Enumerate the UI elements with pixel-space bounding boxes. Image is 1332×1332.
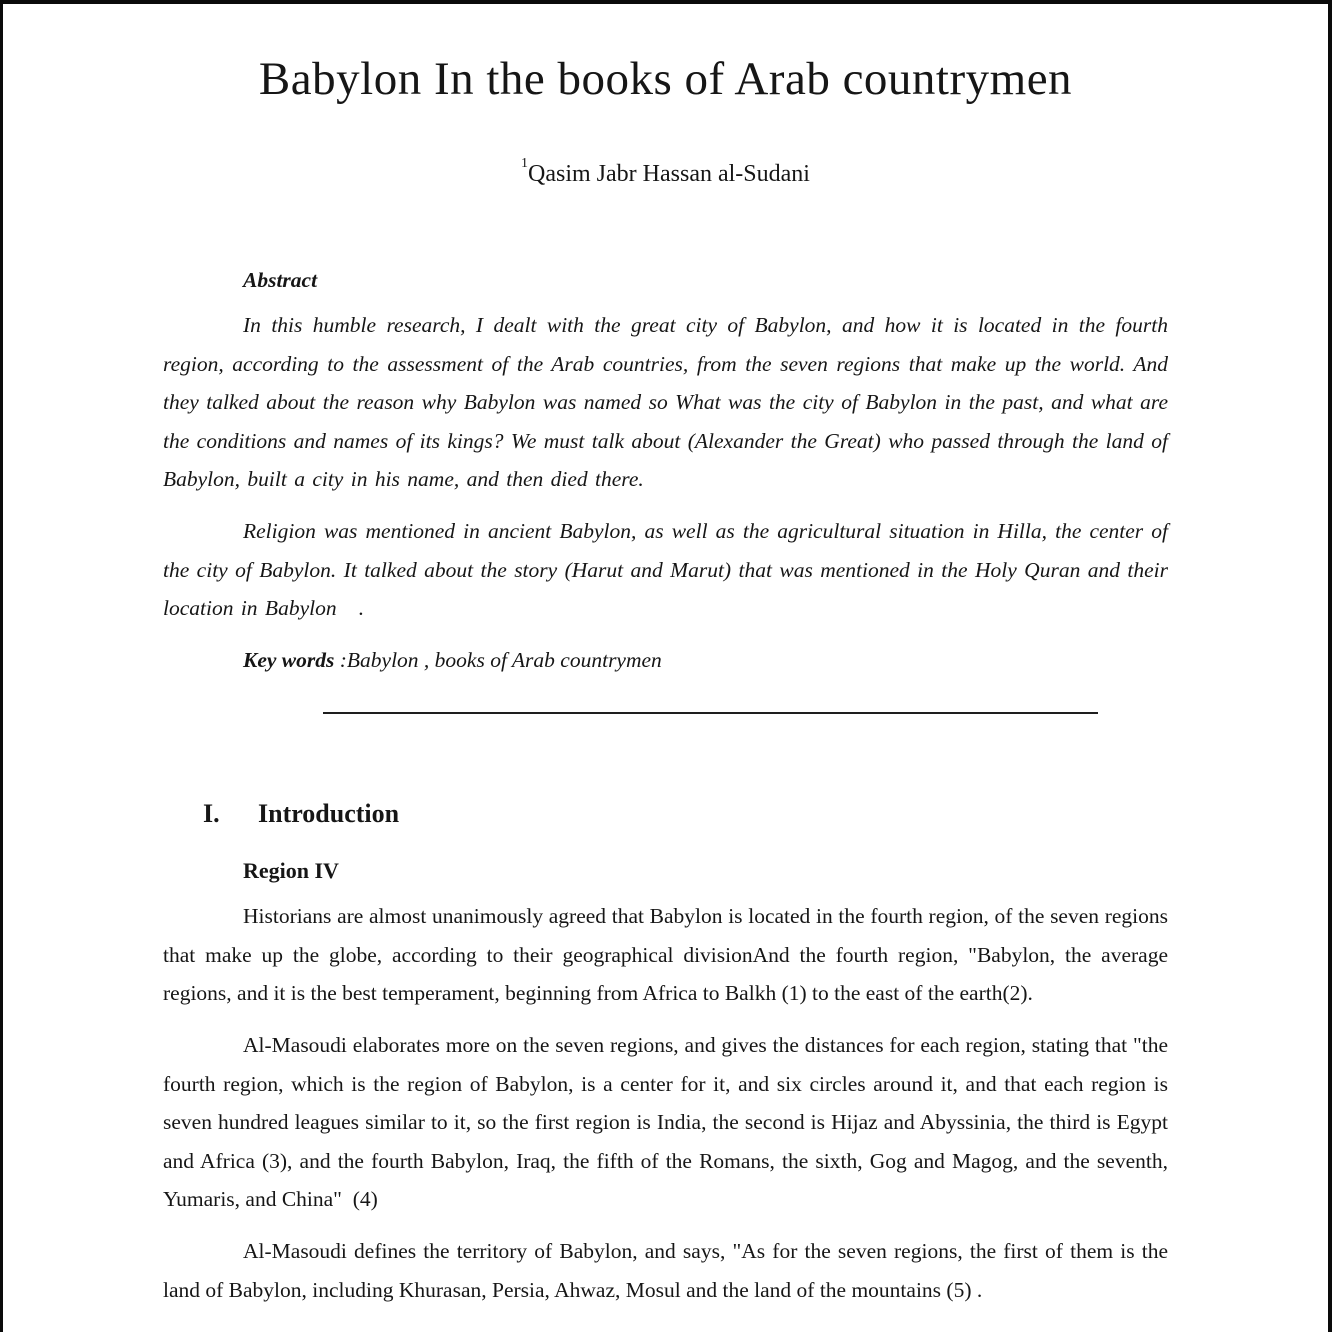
introduction-paragraph-2: Al-Masoudi elaborates more on the seven regions, and gives the distances for each region, stating that "the fourth region, which is the region of Babylon, is a center for it, and six circles around it, and that each region is seven hundred leagues similar to it, so the first region is India, the second is Hijaz and Abyssinia, the third is Egypt and Africa (3), and the fourth Babylon, Iraq, the fifth of the Romans, the sixth, Gog and Magog, and the seventh, Yumaris, and China" (4)	[163, 1032, 1168, 1212]
separator-line	[323, 712, 1098, 714]
abstract-paragraph-2: Religion was mentioned in ancient Babylon, as well as the agricultural situation in Hilla, the center of the city of Babylon. It talked about the story (Harut and Marut) that was mentioned in the Holy Quran and their location in Babylon .	[163, 519, 1168, 621]
page-title: Babylon In the books of Arab countrymen	[258, 53, 1073, 105]
subsection-heading-region-iv: Region IV	[243, 858, 339, 884]
keywords-label: Key words	[243, 647, 335, 672]
keywords-text: :Babylon , books of Arab countrymen	[334, 647, 662, 672]
section-number: I.	[203, 799, 220, 829]
section-title: Introduction	[258, 799, 400, 829]
abstract-heading: Abstract	[243, 268, 318, 293]
abstract-paragraph-1: In this humble research, I dealt with the great city of Babylon, and how it is located in the fourth region, according to the assessment of the Arab countries, from the seven regions that make up the world. And they talked about the reason why Babylon was named so What was the city of Babylon in the past, and what are the conditions and names of its kings? We must talk about (Alexander the Great) who passed through the land of Babylon, built a city in his name, and then died there.	[163, 313, 1168, 492]
keywords-line	[163, 641, 1168, 680]
page-content	[163, 52, 1168, 1309]
author-name: Qasim Jabr Hassan al-Sudani	[528, 161, 810, 188]
introduction-paragraph-3: Al-Masoudi defines the territory of Babylon, and says, "As for the seven regions, the first of them is the land of Babylon, including Khurasan, Persia, Ahwaz, Mosul and the land of the mountains (5) .	[163, 1238, 1168, 1302]
author-footnote-superscript: 1	[521, 156, 529, 172]
author-line	[163, 156, 1168, 188]
introduction-paragraph-1: Historians are almost unanimously agreed that Babylon is located in the fourth region, of the seven regions that make up the globe, according to their geographical divisionAnd the fourth region, "Babylon, the average regions, and it is the best temperament, beginning from Africa to Balkh (1) to the east of the earth(2).	[163, 904, 1168, 1006]
section-heading-introduction	[163, 797, 1168, 831]
